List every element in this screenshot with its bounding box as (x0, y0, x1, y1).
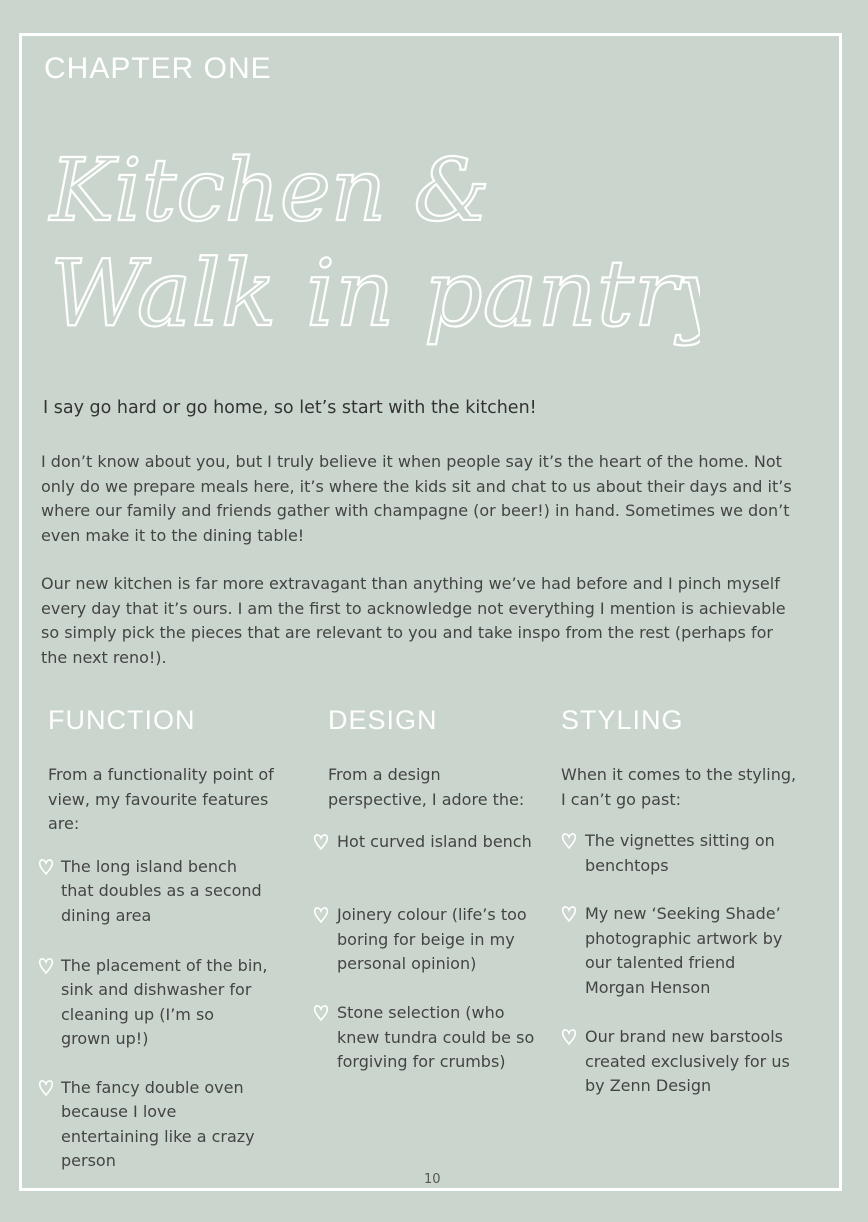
list-item (48, 1076, 263, 1174)
heart-outline-icon (313, 906, 329, 924)
page-number: 10 (424, 1172, 441, 1187)
function-intro: From a functionality point of view, my favourite features are: (48, 765, 274, 833)
intro-paragraph-1: I don’t know about you, but I truly believe it when people say it’s the heart of the home. Not only do we prepare meals here, it’s where the kids sit and chat to us about their days and it’s where our family and friends gather with champagne (or beer!) in hand. Sometimes we don’t even make it to the dining table! (41, 452, 792, 545)
list-item-text: Stone selection (who knew tundra could be so forgiving for crumbs) (337, 1003, 535, 1071)
list-item (561, 902, 796, 1000)
design-intro: From a design perspective, I adore the: (328, 765, 525, 809)
lead-sentence: I say go hard or go home, so let’s start with the kitchen! (43, 398, 537, 418)
heart-outline-icon (38, 858, 54, 876)
chapter-title (40, 110, 700, 360)
heart-outline-icon (38, 957, 54, 975)
heart-outline-icon (313, 833, 329, 851)
list-item-text: The placement of the bin, sink and dishwasher for cleaning up (I’m so grown up!) (61, 955, 268, 1048)
intro-paragraph-2: Our new kitchen is far more extravagant than anything we’ve had before and I pinch myself every day that it’s ours. I am the first to acknowledge not everything I mention is achievable so simply pick the pieces that are relevant to you and take inspo from the rest (perhaps for the next reno!). (41, 574, 786, 667)
list-item-text: The long island bench that doubles as a second dining area (61, 856, 262, 925)
list-item (48, 954, 268, 1052)
list-item-text: Hot curved island bench (337, 832, 532, 851)
list-item-text: Joinery colour (life’s too boring for beige in my personal opinion) (337, 905, 527, 973)
list-item (328, 903, 538, 977)
list-item (328, 830, 538, 855)
title-line-1: Kitchen & (50, 141, 491, 241)
styling-heading: STYLING (561, 705, 684, 735)
heart-outline-icon (38, 1079, 54, 1097)
heart-outline-icon (561, 832, 577, 850)
function-column (48, 705, 278, 1170)
list-item-text: The vignettes sitting on benchtops (585, 831, 775, 875)
list-item (561, 1025, 801, 1099)
list-item-text: The fancy double oven because I love entertaining like a crazy person (61, 1077, 255, 1170)
list-item (328, 1001, 543, 1075)
styling-column (561, 705, 801, 1095)
list-item (48, 855, 263, 929)
function-heading: FUNCTION (48, 705, 196, 735)
heart-outline-icon (561, 1028, 577, 1046)
title-line-2: Walk in pantry (50, 240, 700, 347)
design-heading: DESIGN (328, 705, 438, 735)
list-item-text: My new ‘Seeking Shade’ photographic artwork by our talented friend Morgan Henson (585, 904, 783, 997)
design-column (328, 705, 543, 1071)
heart-outline-icon (561, 905, 577, 923)
chapter-label: CHAPTER ONE (44, 52, 272, 85)
list-item-text: Our brand new barstools created exclusively for us by Zenn Design (585, 1027, 790, 1095)
list-item (561, 829, 796, 878)
styling-intro: When it comes to the styling, I can’t go past: (561, 765, 797, 809)
heart-outline-icon (313, 1004, 329, 1022)
